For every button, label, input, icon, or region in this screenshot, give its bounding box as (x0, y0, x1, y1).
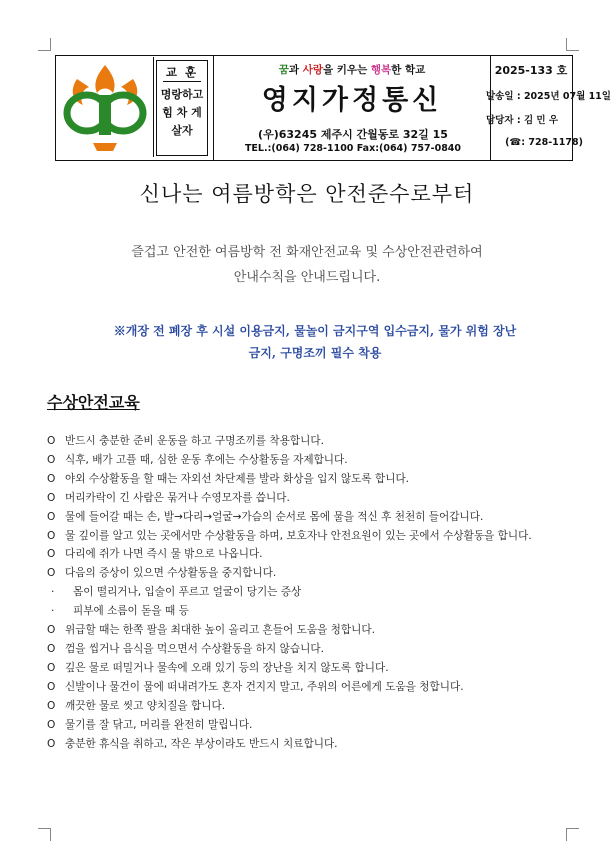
crop-mark-bottom-right (566, 828, 579, 841)
warning-notice (50, 320, 580, 364)
section-title: 수상안전교육 (47, 393, 140, 412)
rule-text: 다리에 쥐가 나면 즉시 물 밖으로 나옵니다. (65, 548, 263, 561)
warning-line-1: ※개장 전 폐장 후 시설 이용금지, 물놀이 금지구역 입수금지, 물가 위험 장난 (113, 324, 517, 338)
list-item (47, 697, 572, 716)
manager-name: 담당자 : 김 민 우 (486, 115, 559, 126)
bullet-icon: O (47, 624, 56, 637)
sub-bullet-icon: · (51, 605, 55, 618)
rule-text: 신발이나 물건이 물에 떠내려가도 혼자 건지지 말고, 주위의 어른에게 도움을 청합니다. (65, 680, 464, 693)
slogan-part-4: 을 키우는 (322, 64, 371, 76)
motto-line-2: 힘 차 게 (162, 106, 202, 119)
list-item (47, 640, 572, 659)
school-slogan (214, 62, 490, 77)
list-item (47, 564, 572, 583)
rule-text: 식후, 배가 고플 때, 심한 운동 후에는 수상활동을 자제합니다. (65, 453, 348, 466)
bullet-icon: O (47, 472, 56, 485)
list-item (47, 659, 572, 678)
list-item (47, 470, 572, 489)
warning-line-2: 금지, 구명조끼 필수 착용 (248, 346, 382, 360)
issue-number: 2025-133 호 (494, 64, 568, 77)
school-emblem-icon (57, 57, 153, 157)
rule-text: 깊은 물로 떠밀거나 물속에 오래 있기 등의 장난을 치지 않도록 합니다. (65, 661, 389, 674)
crop-mark-bottom-left (38, 828, 51, 841)
bullet-icon: O (47, 491, 56, 504)
rule-text: 껌을 씹거나 음식을 먹으면서 수상활동을 하지 않습니다. (65, 642, 324, 655)
motto-title: 교 훈 (163, 65, 201, 82)
list-item (47, 489, 572, 508)
newsletter-name: 영지가정통신 (261, 85, 443, 116)
slogan-part-2: 과 (288, 64, 303, 76)
bullet-icon: O (47, 699, 56, 712)
rule-text: 위급할 때는 한쪽 팔을 최대한 높이 올리고 흔들어 도움을 청합니다. (65, 624, 375, 637)
motto-line-3: 살자 (171, 124, 193, 137)
list-item (47, 508, 572, 527)
intro-line-1: 즐겁고 안전한 여름방학 전 화재안전교육 및 수상안전관련하여 (131, 245, 483, 260)
newsletter-title-block (213, 56, 491, 160)
bullet-icon: O (47, 510, 56, 523)
slogan-part-3: 사랑 (302, 64, 323, 76)
sub-bullet-icon: · (51, 586, 55, 599)
rule-text: 물에 들어갈 때는 손, 발→다리→얼굴→가슴의 순서로 몸에 물을 적신 후 천천히 들어갑니다. (65, 510, 484, 523)
rule-text: 충분한 휴식을 취하고, 작은 부상이라도 반드시 치료합니다. (65, 737, 338, 750)
crop-mark-top-right (566, 38, 579, 51)
bullet-icon: O (47, 548, 56, 561)
bullet-icon: O (47, 529, 56, 542)
intro-line-2: 안내수칙을 안내드립니다. (233, 270, 381, 285)
bullet-icon: O (47, 680, 56, 693)
list-item (47, 621, 572, 640)
rule-text: 깨끗한 물로 씻고 양치질을 합니다. (65, 699, 226, 712)
list-item (47, 678, 572, 697)
contact-extension: (☎: 728-1178) (505, 137, 583, 148)
school-address: (우)63245 제주시 간월동로 32길 15 (258, 128, 448, 141)
bullet-icon: O (47, 661, 56, 674)
list-item (47, 735, 572, 754)
newsletter-header (55, 55, 611, 161)
issue-info-block (486, 56, 611, 160)
rule-text: 야외 수상활동을 할 때는 자외선 차단제를 발라 화상을 입지 않도록 합니다. (65, 472, 410, 485)
rule-text: 다음의 증상이 있으면 수상활동을 중지합니다. (65, 567, 277, 580)
rule-text: 물기를 잘 닦고, 머리를 완전히 말립니다. (65, 718, 253, 731)
safety-rules-list (47, 432, 572, 753)
bullet-icon: O (47, 642, 56, 655)
page-headline: 신나는 여름방학은 안전준수로부터 (139, 182, 475, 206)
symptom-item (47, 602, 572, 621)
list-item (47, 545, 572, 564)
school-motto-box (156, 60, 208, 156)
symptom-item (47, 583, 572, 602)
bullet-icon: O (47, 737, 56, 750)
bullet-icon: O (47, 567, 56, 580)
list-item (47, 451, 572, 470)
school-logo (57, 57, 154, 157)
list-item (47, 527, 572, 546)
issue-date: 발송일 : 2025년 07월 11일 (486, 91, 611, 102)
rule-text: 물 깊이를 알고 있는 곳에서만 수상활동을 하며, 보호자나 안전요원이 있는 곳에서 수상활동을 합니다. (65, 529, 532, 542)
list-item (47, 716, 572, 735)
rule-text: 머리카락이 긴 사람은 묶거나 수영모자를 씁니다. (65, 491, 290, 504)
school-tel-fax: TEL.:(064) 728-1100 Fax:(064) 757-0840 (244, 143, 462, 154)
crop-mark-top-left (38, 38, 51, 51)
motto-line-1: 명랑하고 (160, 88, 204, 101)
slogan-part-5: 행복 (370, 64, 392, 76)
bullet-icon: O (47, 453, 56, 466)
bullet-icon: O (47, 435, 56, 447)
intro-paragraph (0, 240, 614, 290)
symptom-text: 피부에 소름이 돋을 때 등 (73, 605, 189, 618)
rule-text: 반드시 충분한 준비 운동을 하고 구명조끼를 착용합니다. (65, 435, 324, 447)
bullet-icon: O (47, 718, 56, 731)
symptom-text: 몸이 떨리거나, 입술이 푸르고 얼굴이 당기는 증상 (73, 586, 302, 599)
list-item (47, 432, 572, 451)
slogan-part-1: 꿈 (278, 64, 289, 76)
slogan-part-6: 한 학교 (391, 64, 426, 76)
